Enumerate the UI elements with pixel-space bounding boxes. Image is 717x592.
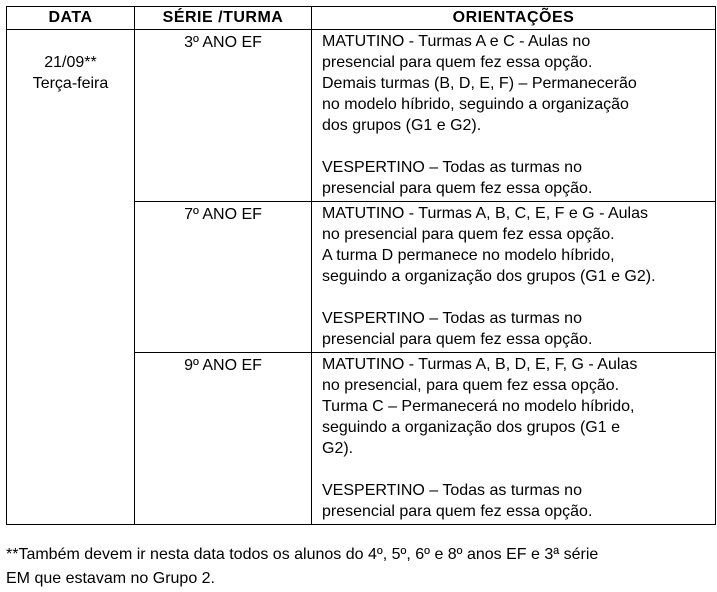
blank-line — [322, 459, 711, 480]
footnote-line: EM que estavam no Grupo 2. — [6, 570, 215, 587]
serie-cell — [135, 202, 312, 353]
footnote-line: **Também devem ir nesta data todos os alunos do 4º, 5º, 6º e 8º anos EF e 3ª série — [6, 546, 599, 563]
serie-label: 9º ANO EF — [184, 357, 262, 374]
header-orientacoes: ORIENTAÇÕES — [312, 7, 716, 30]
orientation-line: presencial para quem fez essa opção. — [322, 331, 593, 348]
orientation-line: MATUTINO - Turmas A, B, C, E, F e G - Aulas — [322, 205, 648, 222]
orientation-line: no presencial, para quem fez essa opção. — [322, 377, 620, 394]
orientation-line: presencial para quem fez essa opção. — [322, 503, 593, 520]
orientation-line: VESPERTINO – Todas as turmas no — [322, 310, 582, 327]
table-row — [7, 30, 716, 202]
orientation-cell — [312, 353, 716, 525]
orientation-line: G2). — [322, 440, 354, 457]
orientation-line: seguindo a organização dos grupos (G1 e G2). — [322, 268, 656, 285]
header-serie-turma: SÉRIE /TURMA — [135, 7, 312, 30]
orientation-line: VESPERTINO – Todas as turmas no — [322, 159, 582, 176]
blank-line — [322, 287, 711, 308]
orientation-line: dos grupos (G1 e G2). — [322, 117, 482, 134]
orientation-line: MATUTINO - Turmas A e C - Aulas no — [322, 33, 591, 50]
orientation-line: Turma C – Permanecerá no modelo híbrido, — [322, 398, 635, 415]
footnote — [6, 543, 715, 591]
header-row — [7, 7, 716, 30]
serie-cell — [135, 353, 312, 525]
orientation-line: seguindo a organização dos grupos (G1 e — [322, 419, 620, 436]
header-data: DATA — [7, 7, 135, 30]
orientation-line: presencial para quem fez essa opção. — [322, 180, 593, 197]
schedule-table — [6, 6, 716, 525]
orientation-line: Demais turmas (B, D, E, F) – Permanecerão — [322, 75, 637, 92]
blank-line — [322, 136, 711, 157]
date-cell — [7, 30, 135, 525]
serie-label: 3º ANO EF — [184, 34, 262, 51]
serie-cell — [135, 30, 312, 202]
orientation-line: no modelo híbrido, seguindo a organização — [322, 96, 629, 113]
serie-label: 7º ANO EF — [184, 206, 262, 223]
orientation-line: no presencial para quem fez essa opção. — [322, 226, 615, 243]
orientation-line: A turma D permanece no modelo híbrido, — [322, 247, 615, 264]
orientation-cell — [312, 202, 716, 353]
orientation-line: presencial para quem fez essa opção. — [322, 54, 593, 71]
date-value: 21/09** — [44, 54, 97, 71]
orientation-cell — [312, 30, 716, 202]
orientation-line: MATUTINO - Turmas A, B, D, E, F, G - Aulas — [322, 356, 638, 373]
orientation-line: VESPERTINO – Todas as turmas no — [322, 482, 582, 499]
weekday-value: Terça-feira — [32, 75, 109, 92]
